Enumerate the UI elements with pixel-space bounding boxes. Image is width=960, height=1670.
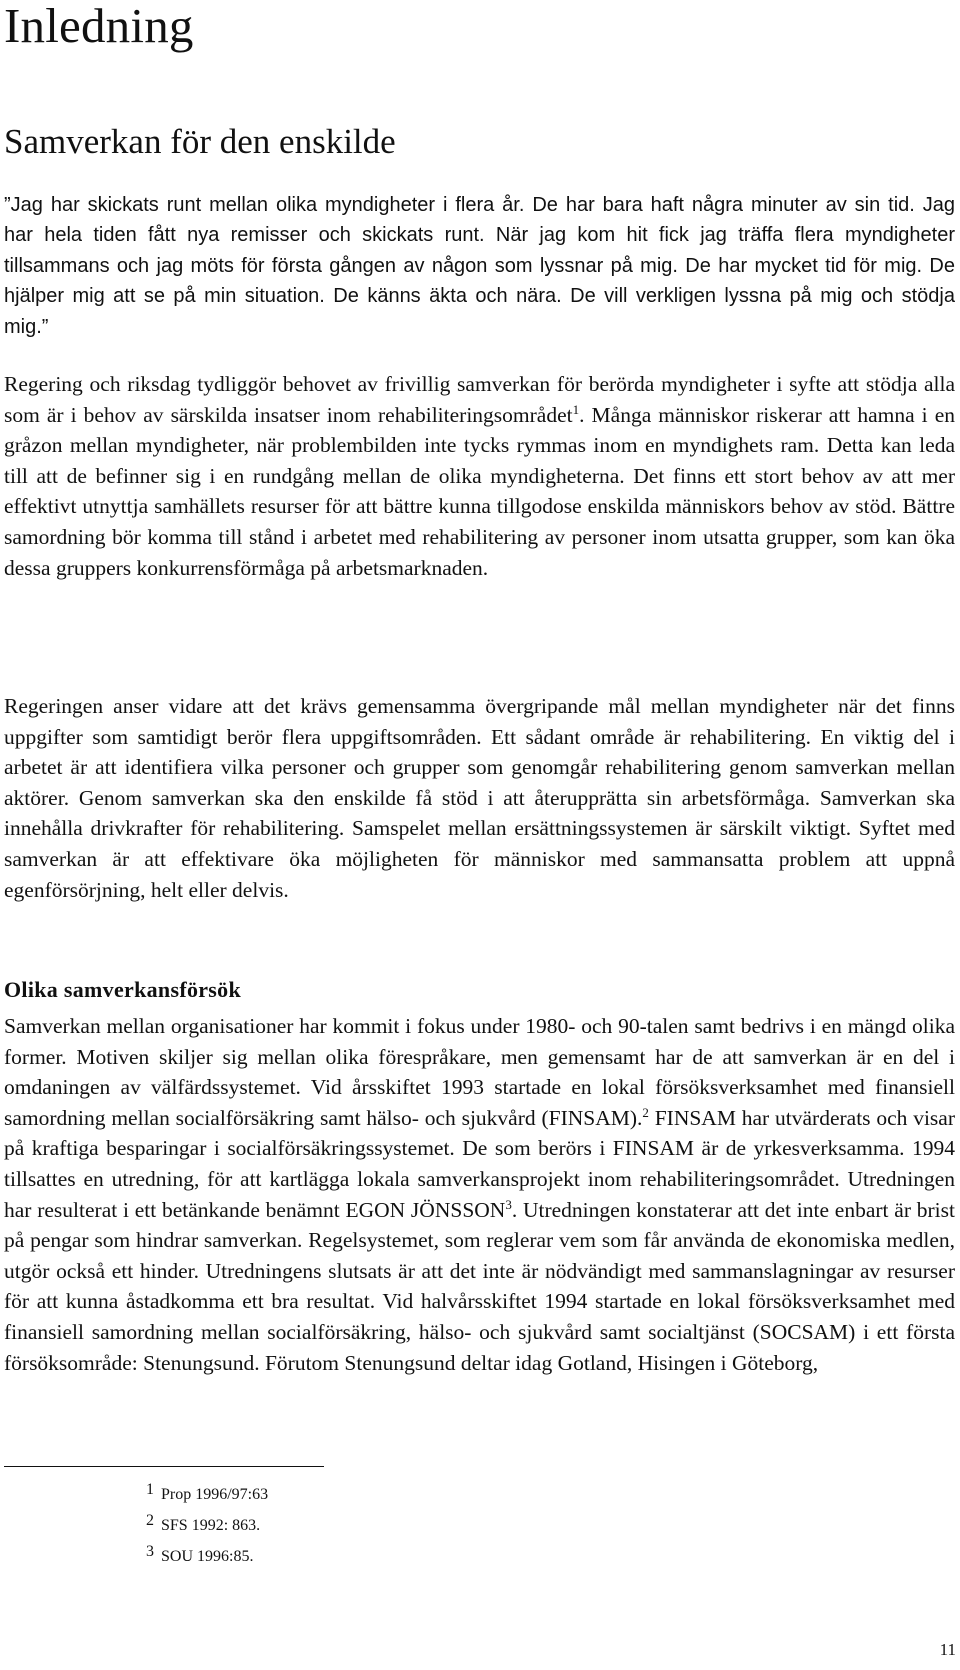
page-number: 11: [939, 1640, 956, 1659]
footnote-number: 3: [146, 1543, 154, 1560]
footnote-item: [146, 1510, 268, 1541]
body-paragraph-1: [4, 369, 955, 583]
footnote-divider: [4, 1466, 324, 1467]
body-paragraph-2: Regeringen anser vidare att det krävs gemensamma övergripande mål mellan myndigheter när det finns uppgifter som samtidigt berör flera uppgiftsområden. Ett sådant område är rehabilitering. En viktig del i arbetet är att identifiera vilka personer och grupper som genomgår rehabilitering genom samverkan mellan aktörer. Genom samverkan ska den enskilde få stöd i att återupprätta sin arbetsförmåga. Samverkan ska innehålla drivkrafter för rehabilitering. Samspelet mellan ersättningssystemen är särskilt viktigt. Syftet med samverkan är att effektivare öka möjligheten för människor med sammansatta problem att uppnå egenförsörjning, helt eller delvis.: [4, 694, 955, 902]
footnote-text: SOU 1996:85.: [161, 1548, 254, 1565]
chapter-title: Inledning: [4, 0, 194, 53]
footnote-number: 2: [146, 1512, 154, 1529]
footnote-text: Prop 1996/97:63: [161, 1486, 269, 1503]
footnote-item: [146, 1479, 268, 1510]
footnote-ref-3: 3: [505, 1196, 512, 1212]
paragraph-text: FINSAM har utvärderats och visar på kraftiga besparingar i socialförsäkringssystemet. De som berörs i FINSAM är de yrkesverksamma. 1994 tillsattes en utredning, för att kartlägga lokala samverkansprojekt inom rehabiliteringsområdet. Utredningen har resulterat i ett betänkande benämnt EGON JÖNSSON: [4, 1105, 955, 1222]
body-paragraph-3: [4, 1011, 955, 1378]
footnote-ref-1: 1: [572, 401, 580, 417]
quote-paragraph: ”Jag har skickats runt mellan olika myndigheter i flera år. De har bara haft några minuter av sin tid. Jag har hela tiden fått nya remisser och skickats runt. När jag kom hit fick jag träffa flera myndigheter tillsammans och jag möts för första gången av någon som lyssnar på mig. De har mycket tid för mig. De hjälper mig att se på min situation. De känns äkta och nära. De vill verkligen lyssna på mig och stödja mig.”: [4, 194, 955, 338]
footnote-ref-2: 2: [642, 1104, 649, 1120]
footnote-number: 1: [146, 1481, 154, 1498]
paragraph-text: . Många människor riskerar att hamna i en gråzon mellan myndigheter, när problembilden inte tycks rymmas inom en myndighets ram. Detta kan leda till att de befinner sig i en rundgång mellan de olika myndigheterna. Det finns ett stort behov av att mer effektivt utnyttja samhällets resurser för att bättre kunna tillgodose enskilda människors behov av stöd. Bättre samordning bör komma till stånd i arbetet med rehabilitering av personer inom utsatta grupper, som kan öka dessa gruppers konkurrensförmåga på arbetsmarknaden.: [4, 402, 955, 580]
footnote-item: [146, 1541, 268, 1572]
footnote-list: [146, 1479, 268, 1572]
paragraph-text: . Utredningen konstaterar att det inte enbart är brist på pengar som hindrar samverkan. Regelsystemet, som reglerar vem som får använda de ekonomiska medlen, utgör också ett hinder. Utredningens slutsats är att det inte är nödvändigt med sammanslagningar av resurser för att kunna åstadkomma ett bra resultat. Vid halvårsskiftet 1994 startade en lokal försöksverksamhet med finansiell samordning mellan socialförsäkring, hälso- och sjukvård samt socialtjänst (SOCSAM) i ett första försöksområde: Stenungsund. Förutom Stenungsund deltar idag Gotland, Hisingen i Göteborg,: [4, 1197, 955, 1375]
footnote-text: SFS 1992: 863.: [161, 1517, 261, 1534]
paragraph-text: Regering och riksdag tydliggör behovet av frivillig samverkan för berörda myndigheter i syfte att stödja alla som är i behov av särskilda insatser inom rehabiliteringsområdet: [4, 372, 955, 427]
section-title: Samverkan för den enskilde: [4, 122, 396, 161]
subsection-title: Olika samverkansförsök: [4, 977, 242, 1002]
paragraph-text: Samverkan mellan organisationer har kommit i fokus under 1980- och 90-talen samt bedrivs i en mängd olika former. Motiven skiljer sig mellan olika förespråkare, men gemensamt har de att samverkan är en del i omdaningen av välfärdssystemet. Vid årsskiftet 1993 startade en lokal försöksverksamhet med finansiell samordning mellan socialförsäkring samt hälso- och sjukvård (FINSAM).: [4, 1014, 955, 1130]
